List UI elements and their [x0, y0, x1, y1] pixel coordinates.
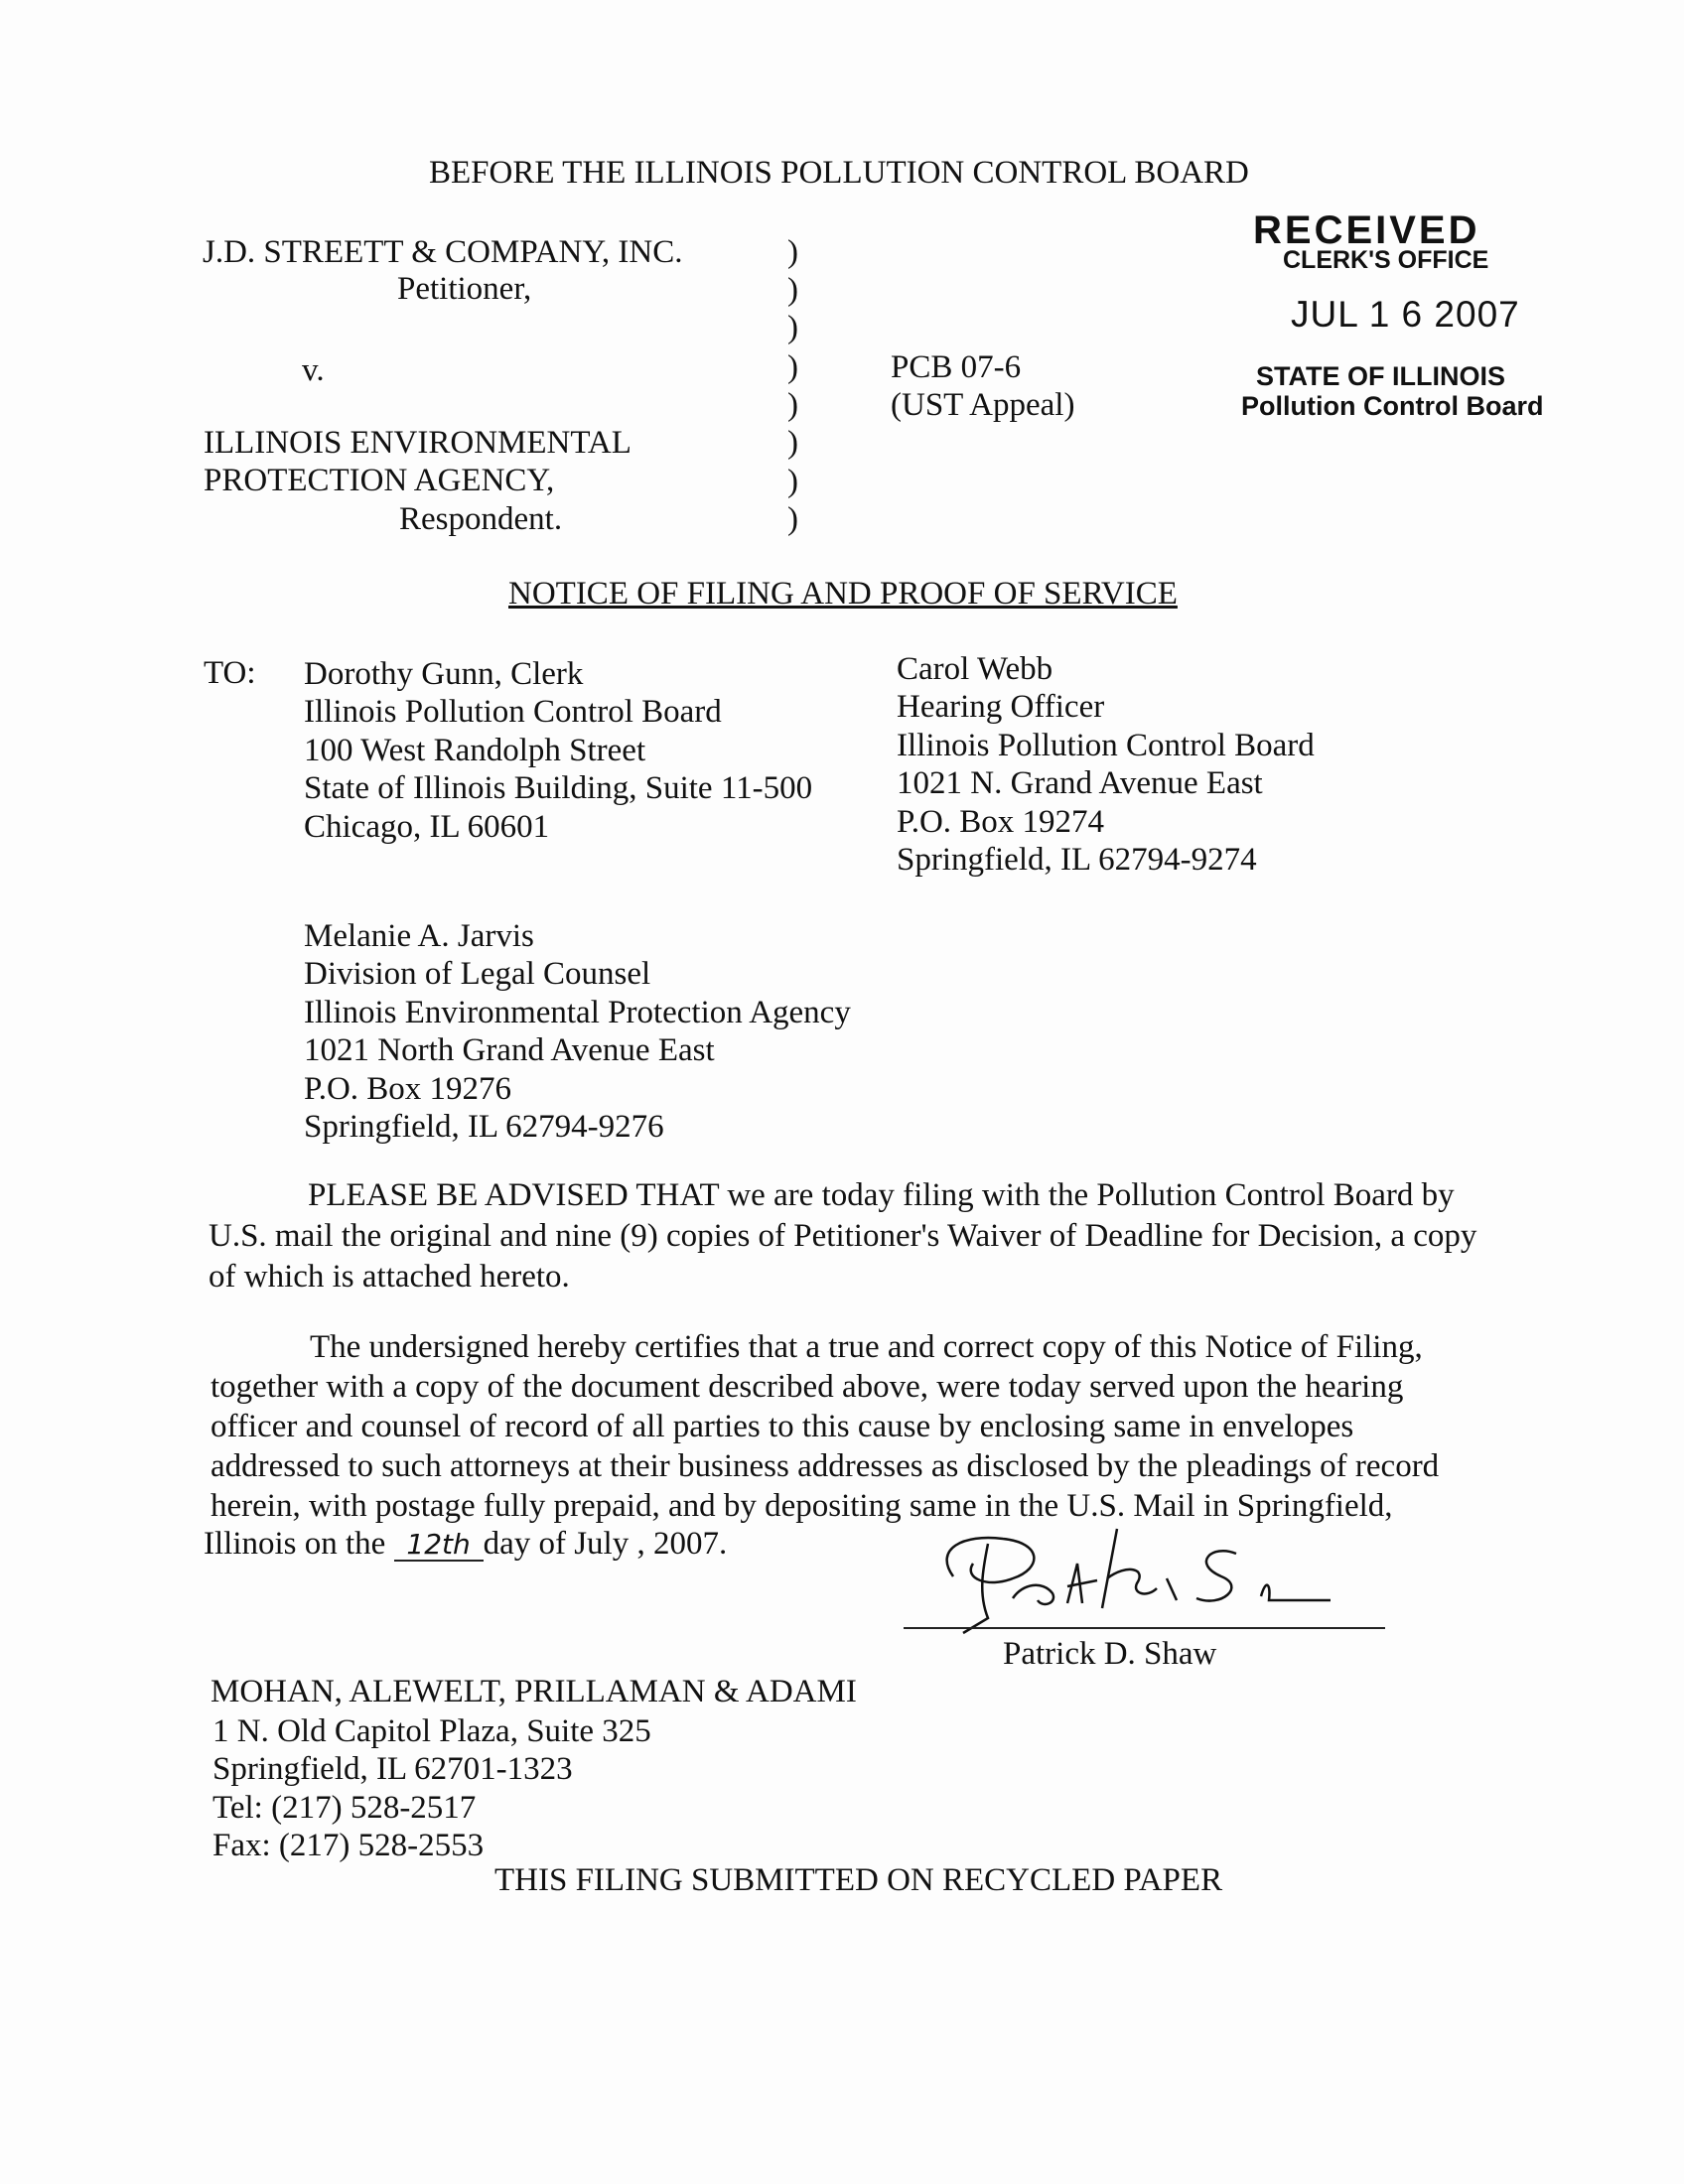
address-line: Carol Webb — [897, 651, 1053, 687]
paragraph-line: The undersigned hereby certifies that a true and correct copy of this Notice of Filing, — [310, 1329, 1423, 1365]
received-stamp-title: RECEIVED — [1253, 208, 1480, 252]
clerk-address-block — [304, 655, 812, 846]
recycled-paper-footer: THIS FILING SUBMITTED ON RECYCLED PAPER — [494, 1862, 1223, 1898]
received-stamp-board: Pollution Control Board — [1241, 391, 1544, 421]
firm-name: MOHAN, ALEWELT, PRILLAMAN & ADAMI — [210, 1674, 857, 1709]
address-line: Chicago, IL 60601 — [304, 808, 550, 845]
paragraph-line: herein, with postage fully prepaid, and by depositing same in the U.S. Mail in Springfield, — [210, 1488, 1393, 1524]
address-line: Illinois Environmental Protection Agency — [304, 994, 851, 1030]
received-stamp-office: CLERK'S OFFICE — [1283, 246, 1489, 274]
paragraph-line: addressed to such attorneys at their business addresses as disclosed by the pleadings of record — [210, 1448, 1440, 1484]
address-line: P.O. Box 19274 — [897, 803, 1105, 840]
petitioner-name: J.D. STREETT & COMPANY, INC. — [203, 234, 683, 270]
address-line: Illinois Pollution Control Board — [897, 727, 1315, 763]
address-line: Hearing Officer — [897, 689, 1105, 726]
handwritten-day: 12th — [394, 1530, 484, 1562]
paragraph-line: together with a copy of the document described above, were today served upon the hearing — [210, 1369, 1404, 1405]
paragraph-line: PLEASE BE ADVISED THAT we are today filing with the Pollution Control Board by — [308, 1177, 1455, 1213]
caption-paren: ) — [787, 425, 798, 461]
address-line: Springfield, IL 62794-9274 — [897, 842, 1257, 879]
respondent-name-line2: PROTECTION AGENCY, — [204, 463, 555, 498]
versus: v. — [302, 352, 325, 388]
address-line: Division of Legal Counsel — [304, 956, 651, 993]
firm-fax: Fax: (217) 528-2553 — [212, 1828, 485, 1863]
respondent-role: Respondent. — [399, 501, 563, 537]
caption-paren: ) — [787, 272, 798, 308]
address-line: Dorothy Gunn, Clerk — [304, 656, 584, 692]
date-prefix: Illinois on the — [204, 1526, 386, 1562]
address-line: P.O. Box 19276 — [304, 1070, 512, 1107]
address-line: 1021 North Grand Avenue East — [304, 1032, 715, 1069]
received-stamp-state: STATE OF ILLINOIS — [1256, 361, 1505, 391]
case-type: (UST Appeal) — [891, 387, 1075, 423]
counsel-address-block — [304, 917, 851, 1146]
court-title: BEFORE THE ILLINOIS POLLUTION CONTROL BOARD — [429, 155, 1249, 191]
firm-telephone: Tel: (217) 528-2517 — [212, 1790, 477, 1826]
firm-address-line2: Springfield, IL 62701-1323 — [212, 1751, 573, 1787]
notice-title: NOTICE OF FILING AND PROOF OF SERVICE — [508, 576, 1178, 612]
handwritten-signature — [894, 1509, 1350, 1643]
address-line: 100 West Randolph Street — [304, 732, 646, 768]
address-line: Melanie A. Jarvis — [304, 918, 534, 954]
to-label: TO: — [204, 655, 256, 691]
service-date-line — [204, 1526, 727, 1563]
caption-paren: ) — [787, 464, 798, 499]
signatory-name: Patrick D. Shaw — [1003, 1636, 1217, 1672]
caption-paren: ) — [787, 387, 798, 423]
petitioner-role: Petitioner, — [397, 271, 532, 307]
caption-paren: ) — [787, 234, 798, 270]
caption-paren: ) — [787, 501, 798, 537]
paragraph-line: officer and counsel of record of all parties to this cause by enclosing same in envelopes — [210, 1409, 1354, 1444]
respondent-name-line1: ILLINOIS ENVIRONMENTAL — [204, 425, 632, 461]
case-number: PCB 07-6 — [891, 349, 1022, 385]
paragraph-line: of which is attached hereto. — [209, 1259, 570, 1295]
firm-address-line1: 1 N. Old Capitol Plaza, Suite 325 — [212, 1713, 651, 1749]
address-line: 1021 N. Grand Avenue East — [897, 765, 1263, 802]
caption-paren: ) — [787, 349, 798, 385]
received-stamp-date: JUL 1 6 2007 — [1291, 294, 1520, 335]
caption-paren: ) — [787, 310, 798, 345]
signature-line — [904, 1627, 1385, 1629]
date-suffix: day of July , 2007. — [483, 1526, 728, 1562]
certify-paragraph — [210, 1327, 1439, 1526]
advised-paragraph — [209, 1175, 1476, 1297]
address-line: State of Illinois Building, Suite 11-500 — [304, 770, 813, 807]
hearing-officer-address-block — [897, 650, 1315, 879]
address-line: Illinois Pollution Control Board — [304, 694, 722, 731]
paragraph-line: U.S. mail the original and nine (9) copies of Petitioner's Waiver of Deadline for Decision, a copy — [209, 1218, 1477, 1254]
address-line: Springfield, IL 62794-9276 — [304, 1109, 664, 1146]
